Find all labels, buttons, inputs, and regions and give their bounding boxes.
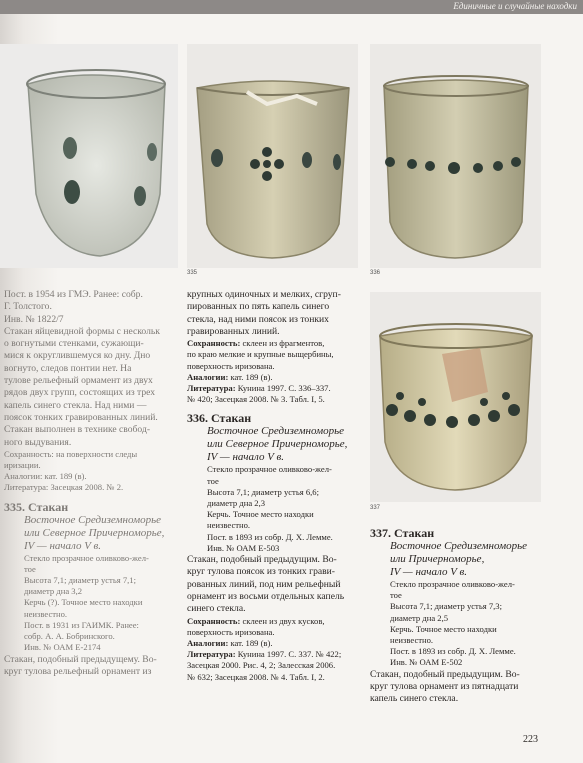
text-line: Г. Толстого. — [4, 301, 52, 313]
text-line: № 420; Засецкая 2008. № 3. Табл. I, 5. — [187, 394, 325, 405]
text-line: гравированных линий. — [187, 325, 280, 337]
text-line: Высота 7,1; диаметр устья 6,6; — [207, 486, 319, 497]
text-line: Керчь (?). Точное место находки — [24, 597, 143, 608]
text-line: Стекло прозрачное оливково-жел- — [390, 579, 515, 589]
entry-sub: IV — начало V в. — [390, 566, 467, 578]
running-title: Единичные и случайные находки — [453, 1, 577, 11]
text-line: капель синего стекла. — [370, 693, 459, 705]
text-line: Пост. в 1893 из собр. Д. Х. Лемме. — [207, 531, 333, 542]
entry-337-title: 337. Стакан — [370, 526, 435, 540]
caption-336: 336 — [370, 270, 381, 276]
text-line: тое — [207, 475, 219, 486]
entry-335-title: 335. Стакан — [4, 499, 69, 514]
text-line: Засецкая 2000. Рис. 4, 2; Залесская 2006. — [187, 660, 336, 671]
text-line: синего стекла. — [187, 603, 246, 615]
text-line: круг тулова рельефный орнамент из — [4, 665, 152, 677]
glass-336-image — [370, 44, 541, 268]
col1-intro — [4, 289, 176, 678]
glass-334-image — [0, 44, 178, 268]
text-line: Стакан, подобный предыдущим. Во- — [187, 554, 337, 566]
text-line: вогнуто, следов понтии нет. На — [4, 362, 132, 374]
text-line: диаметр дна 2,5 — [390, 612, 449, 623]
glass-337-image — [370, 292, 541, 502]
caption-335: 335 — [187, 270, 198, 276]
entry-336-title: 336. Стакан — [187, 411, 252, 426]
text-line: Керчь. Точное место находки — [390, 623, 497, 634]
analog-line: Аналогии: кат. 189 (в). — [187, 637, 273, 648]
entry-sub: IV — начало V в. — [207, 451, 284, 464]
text-line: рованных линий, под ним рельефный — [187, 578, 341, 590]
photo-glass-334 — [0, 44, 178, 268]
running-header — [0, 0, 583, 14]
glass-335-image — [187, 44, 358, 268]
lit-line: Литература: Кунина 1997. С. 336–337. — [187, 383, 331, 393]
text-line: Высота 7,1; диаметр устья 7,3; — [390, 601, 502, 612]
text-line: неизвестно. — [207, 520, 251, 531]
text-line: Стекло прозрачное оливково-жел- — [24, 552, 149, 563]
text-line: стекла, над ними поясок из тонких — [187, 313, 329, 325]
safety-line: Сохранность: склеен из фрагментов, — [187, 338, 325, 349]
text-line: иризации. — [4, 460, 41, 471]
entry-sub: Восточное Средиземноморье — [207, 425, 344, 438]
analog-line: Аналогии: кат. 189 (в). — [187, 371, 273, 382]
text-line: Аналогии: кат. 189 (в). — [4, 471, 87, 482]
text-line: Литература: Засецкая 2008. № 2. — [4, 482, 124, 493]
text-line: Инв. № ОАМ Е-2174 — [24, 642, 101, 653]
text-line: рядов двух групп, состоящих из трех — [4, 387, 156, 399]
entry-sub: Восточное Средиземноморье — [24, 513, 161, 526]
text-line: Керчь. Точное место находки — [207, 509, 314, 520]
entry-sub: или Северное Причерноморье, — [207, 438, 348, 451]
entry-sub: Восточное Средиземноморье — [390, 540, 527, 552]
text-line: капель синего стекла. Над ними — — [4, 399, 147, 411]
text-line: неизвестно. — [390, 635, 434, 646]
entry-sub: или Северное Причерноморье, — [24, 526, 165, 539]
text-line: Пост. в 1954 из ГМЭ. Ранее: собр. — [4, 289, 143, 300]
caption-337: 337 — [370, 505, 381, 511]
text-line: тое — [390, 590, 402, 601]
photo-glass-335 — [187, 44, 358, 268]
text-line: мися к округлившемуся ко дну. Дно — [4, 350, 151, 362]
text-line: Стакан, подобный предыдущему. Во- — [4, 653, 157, 665]
text-line: Инв. № ОАМ Е-502 — [390, 657, 463, 668]
text-line: поверхность иризована. — [187, 626, 275, 637]
text-line: Инв. № ОАМ Е-503 — [207, 542, 280, 553]
text-line: о вогнутыми стенками, сужающи- — [4, 338, 144, 350]
text-line: Стакан выполнен в технике свобод- — [4, 424, 151, 436]
safety-line: Сохранность: склеен из двух кусков, — [187, 615, 325, 626]
photo-glass-336 — [370, 44, 541, 268]
entry-sub: IV — начало V в. — [24, 539, 101, 552]
text-line: № 632; Засецкая 2008. № 4. Табл. I, 2. — [187, 671, 325, 682]
text-line: Стакан яйцевидной формы с нескольк — [4, 325, 160, 337]
text-line: ного выдувания. — [4, 436, 72, 448]
text-line: Инв. № 1822/7 — [4, 313, 64, 325]
text-line: диаметр дна 2,3 — [207, 498, 266, 509]
text-line: Высота 7,1; диаметр устья 7,1; — [24, 575, 136, 586]
text-line: Пост. в 1893 из собр. Д. Х. Лемме. — [390, 646, 516, 657]
text-line: круг тулова поясок из тонких грави- — [187, 566, 335, 578]
text-line: пированных по пять капель синего — [187, 301, 330, 313]
text-line: Сохранность: на поверхности следы — [4, 448, 138, 459]
column-middle — [187, 289, 359, 683]
text-line: поверхность иризована. — [187, 360, 275, 371]
text-line: круг тулова орнамент из пятнадцати — [370, 680, 519, 692]
text-line: собр. А. А. Бобринского. — [24, 631, 115, 642]
text-line: крупных одиночных и мелких, сгруп- — [187, 289, 341, 300]
text-line: поясок тонких гравированных линий. — [4, 411, 158, 423]
column-left — [4, 289, 176, 678]
text-line: по краю мелкие и крупные выщербины, — [187, 349, 334, 360]
text-line: орнамент из восьми отдельных капель — [187, 590, 345, 602]
text-line: Пост. в 1931 из ГАИМК. Ранее: — [24, 619, 139, 630]
page-number: 223 — [523, 734, 538, 745]
text-line: диаметр дна 3,2 — [24, 586, 83, 597]
text-line: Стекло прозрачное оливково-жел- — [207, 464, 332, 475]
photo-glass-337 — [370, 292, 541, 502]
text-line: тулове рельефный ормамент из двух — [4, 375, 153, 387]
entry-sub: или Причерноморье, — [390, 553, 485, 565]
text-line: неизвестно. — [24, 608, 68, 619]
text-line: Стакан, подобный предыдущим. Во- — [370, 668, 520, 680]
lit-line: Литература: Кунина 1997. С. 337. № 422; — [187, 649, 342, 660]
column-right — [370, 520, 545, 706]
text-line: тое — [24, 563, 36, 574]
